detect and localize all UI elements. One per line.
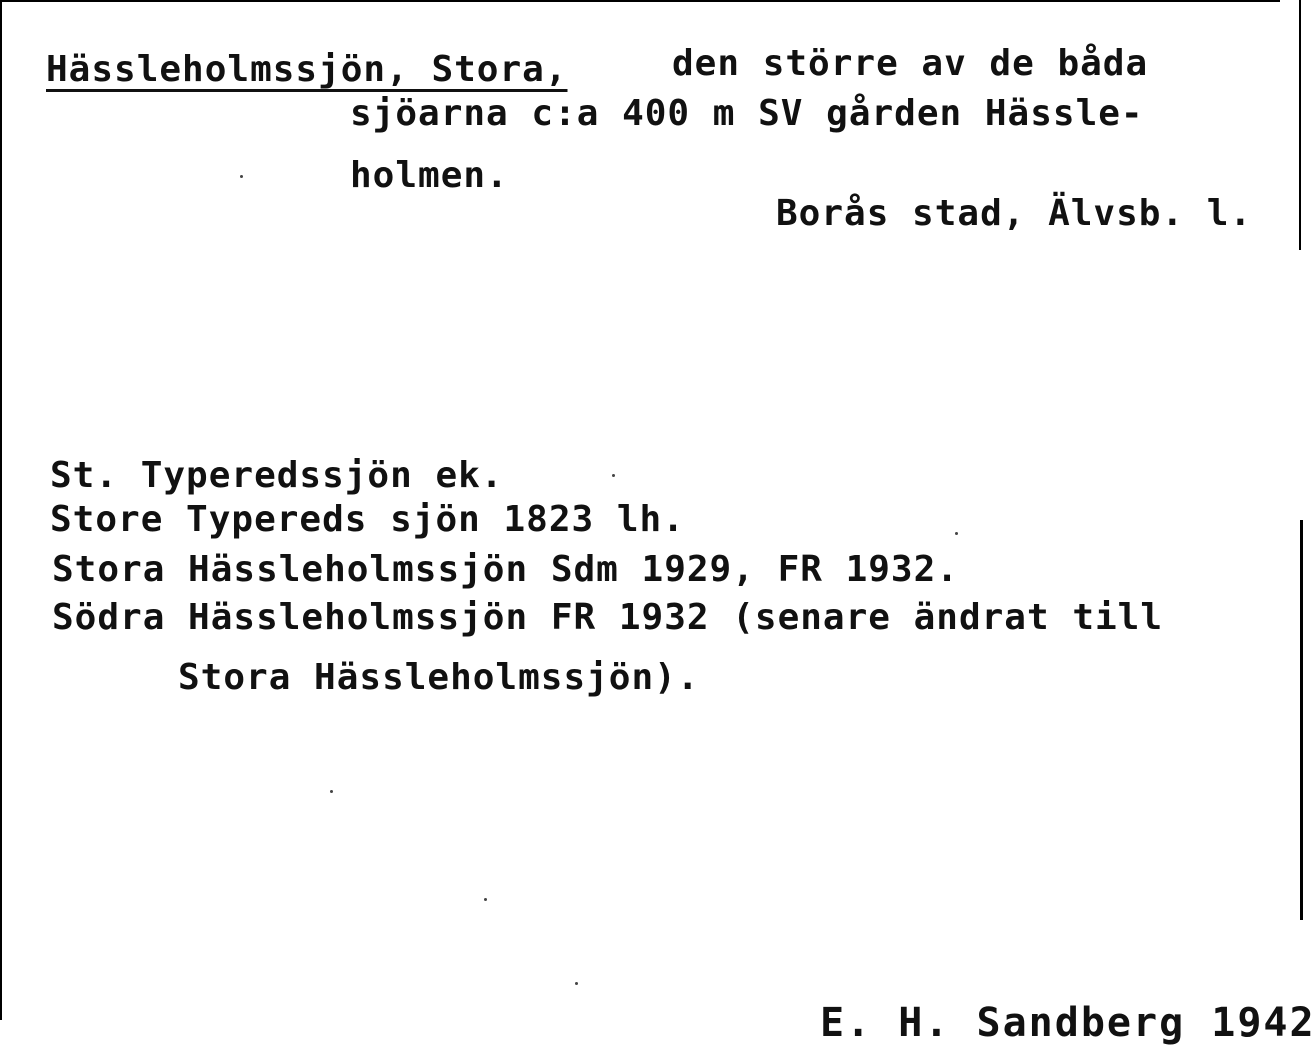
dust-speck	[484, 898, 487, 901]
card-border-top	[0, 0, 1280, 2]
definition-line-1: den större av de båda	[672, 43, 1149, 84]
dust-speck	[240, 175, 243, 178]
form-line-2: Store Typereds sjön 1823 lh.	[50, 499, 685, 540]
card-border-left	[0, 0, 2, 1020]
card-border-right-lower	[1300, 520, 1303, 920]
form-line-5: Stora Hässleholmssjön).	[178, 657, 700, 698]
card-border-right	[1299, 0, 1301, 250]
headword: Hässleholmssjön, Stora,	[46, 49, 568, 90]
dust-speck	[955, 532, 958, 535]
dust-speck	[575, 982, 578, 985]
form-line-3: Stora Hässleholmssjön Sdm 1929, FR 1932.	[52, 549, 959, 590]
location-text: Borås stad, Älvsb. l.	[776, 193, 1253, 234]
definition-line-2: sjöarna c:a 400 m SV gården Hässle-	[350, 93, 1144, 134]
dust-speck	[612, 474, 615, 477]
form-line-1: St. Typeredssjön ek.	[50, 455, 504, 496]
dust-speck	[330, 790, 333, 793]
definition-line-3: holmen.	[350, 155, 509, 196]
signature-partial: E. H. Sandberg 1942	[820, 1000, 1316, 1046]
form-line-4: Södra Hässleholmssjön FR 1932 (senare ändrat till	[52, 597, 1164, 638]
